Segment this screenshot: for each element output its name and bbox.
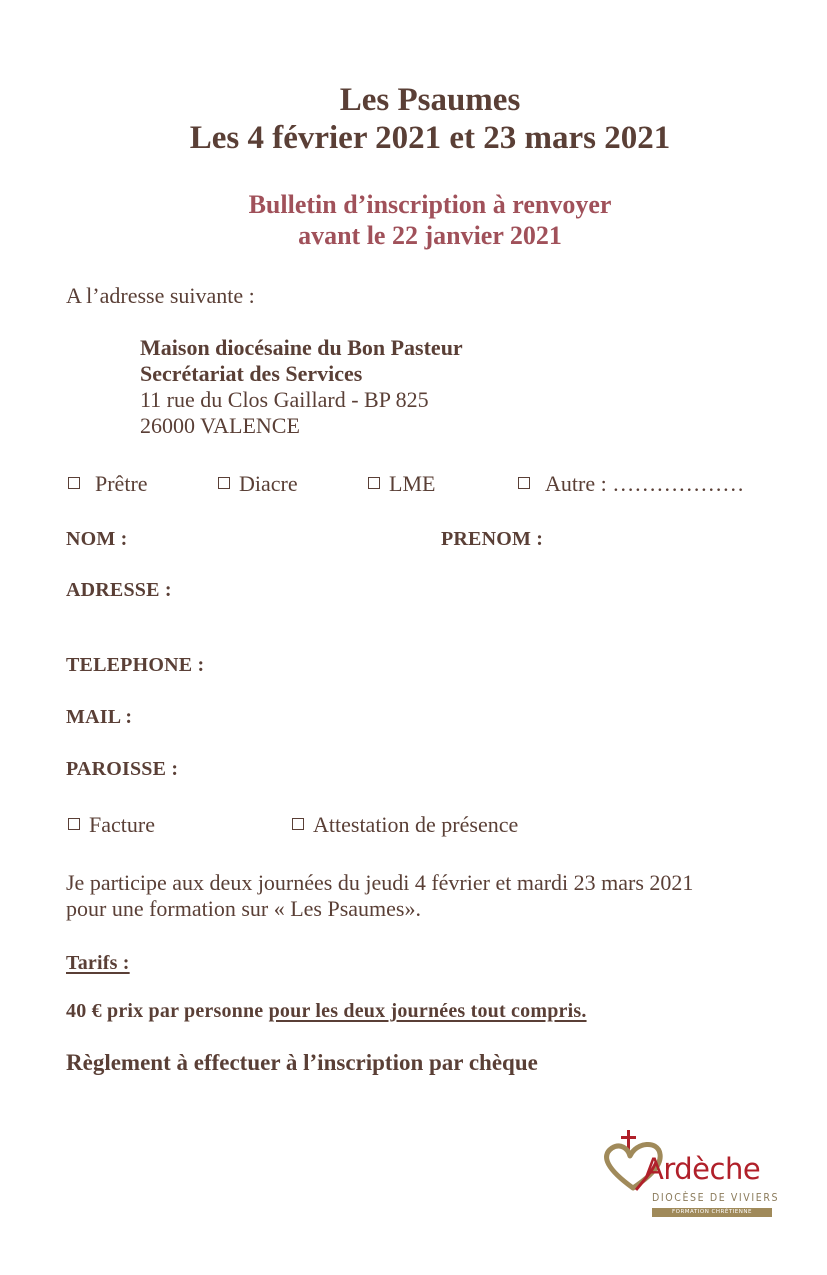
subtitle-line-2: avant le 22 janvier 2021 — [298, 221, 562, 250]
checkbox-icon[interactable] — [368, 477, 380, 489]
field-adresse: ADRESSE : — [66, 579, 172, 601]
role-option-autre[interactable] — [518, 471, 744, 497]
logo-subtitle: DIOCÈSE DE VIVIERS — [652, 1192, 780, 1204]
role-label: LME — [389, 471, 436, 496]
option-label: Facture — [89, 812, 155, 837]
participation-line-2: pour une formation sur « Les Psaumes». — [66, 896, 421, 921]
option-label: Attestation de présence — [313, 812, 519, 837]
address-line-2: Secrétariat des Services — [140, 361, 363, 386]
tarifs-heading: Tarifs : — [66, 952, 130, 974]
address-line-1: Maison diocésaine du Bon Pasteur — [140, 335, 463, 360]
checkbox-icon[interactable] — [292, 818, 304, 830]
participation-line-1: Je participe aux deux journées du jeudi 4 février et mardi 23 mars 2021 — [66, 870, 694, 895]
logo-band: FORMATION CHRÉTIENNE — [652, 1208, 772, 1217]
role-option-pretre[interactable] — [68, 471, 148, 497]
field-mail: MAIL : — [66, 706, 133, 728]
field-telephone: TELEPHONE : — [66, 654, 205, 676]
checkbox-icon[interactable] — [68, 818, 80, 830]
role-option-diacre[interactable] — [218, 471, 298, 497]
title-line-2: Les 4 février 2021 et 23 mars 2021 — [189, 120, 671, 156]
address-intro: A l’adresse suivante : — [66, 283, 255, 308]
diocese-logo — [600, 1128, 780, 1220]
checkbox-icon[interactable] — [218, 477, 230, 489]
role-label: Diacre — [239, 471, 298, 496]
address-line-4: 26000 VALENCE — [140, 413, 300, 438]
field-prenom: PRENOM : — [441, 528, 544, 550]
checkbox-icon[interactable] — [518, 477, 530, 489]
checkbox-icon[interactable] — [68, 477, 80, 489]
subtitle-line-1: Bulletin d’inscription à renvoyer — [248, 190, 612, 219]
address-line-3: 11 rue du Clos Gaillard - BP 825 — [140, 387, 429, 412]
field-paroisse: PAROISSE : — [66, 758, 179, 780]
role-label: Autre : ……………… — [545, 471, 745, 496]
role-option-lme[interactable] — [368, 471, 435, 497]
price-prefix: 40 € prix par personne — [66, 1000, 269, 1022]
option-attestation[interactable] — [292, 812, 518, 838]
tarifs-price — [66, 1000, 587, 1023]
field-nom: NOM : — [66, 528, 128, 550]
title-line-1: Les Psaumes — [339, 82, 521, 118]
price-underlined: pour les deux journées tout compris. — [268, 1000, 587, 1022]
logo-wordmark: Ardèche — [644, 1152, 761, 1186]
role-label: Prêtre — [95, 471, 148, 496]
option-facture[interactable] — [68, 812, 155, 838]
reglement-text: Règlement à effectuer à l’inscription par chèque — [66, 1050, 538, 1075]
